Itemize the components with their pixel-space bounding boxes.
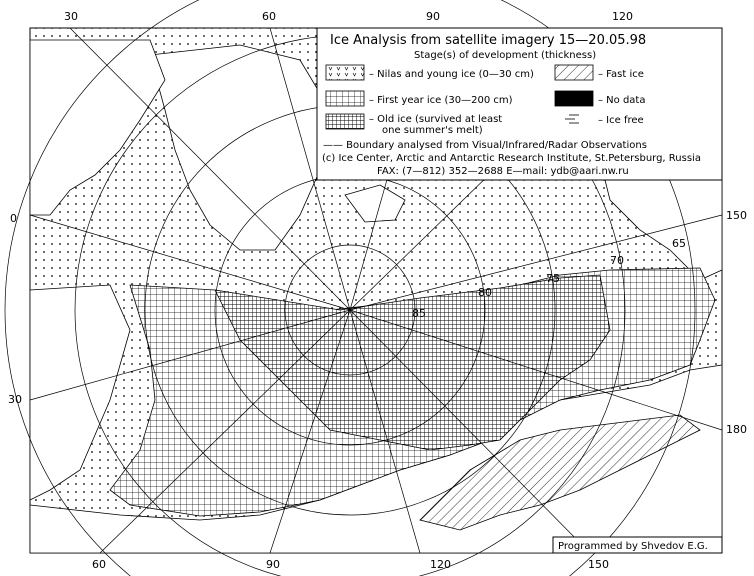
- legend-ice-free: – Ice free: [598, 115, 644, 126]
- credit-text: Programmed by Shvedov E.G.: [558, 541, 708, 552]
- lon-label-bottom-90: 90: [266, 558, 280, 571]
- lon-label-left-30: 30: [8, 393, 22, 406]
- legend-old-ice-2: one summer's melt): [382, 125, 483, 136]
- lon-label-left-0: 0: [10, 212, 17, 225]
- lon-label-bottom-150: 150: [588, 558, 609, 571]
- swatch-old-ice: [326, 114, 364, 129]
- swatch-first-year: [326, 91, 364, 106]
- lon-label-top-90: 90: [426, 10, 440, 23]
- lat-label-75: 75: [546, 272, 560, 285]
- swatch-no-data: [555, 91, 593, 106]
- legend-copyright: (c) Ice Center, Arctic and Antarctic Research Institute, St.Petersburg, Russia: [322, 153, 701, 164]
- legend-box: [317, 28, 722, 180]
- lon-label-bottom-120: 120: [430, 558, 451, 571]
- lat-label-70: 70: [610, 254, 624, 267]
- legend-fast-ice: – Fast ice: [598, 69, 644, 80]
- lon-label-top-120: 120: [612, 10, 633, 23]
- legend-no-data: – No data: [598, 95, 646, 106]
- legend-boundary: —— Boundary analysed from Visual/Infrared/Radar Observations: [323, 140, 647, 151]
- lon-label-top-60: 60: [262, 10, 276, 23]
- lon-label-top-30: 30: [64, 10, 78, 23]
- swatch-nilas: [326, 65, 364, 80]
- legend-title: Ice Analysis from satellite imagery 15—20.05.98: [330, 33, 647, 48]
- legend-nilas: – Nilas and young ice (0—30 cm): [369, 69, 534, 80]
- legend-subtitle: Stage(s) of development (thickness): [414, 50, 597, 61]
- lat-label-85: 85: [412, 307, 426, 320]
- lon-label-bottom-60: 60: [92, 558, 106, 571]
- lon-label-right-180: 180: [726, 423, 747, 436]
- lat-label-80: 80: [478, 286, 492, 299]
- legend-old-ice-1: – Old ice (survived at least: [369, 114, 503, 125]
- lon-label-right-150: 150: [726, 209, 747, 222]
- legend-first-year: – First year ice (30—200 cm): [369, 95, 513, 106]
- lat-label-65: 65: [672, 237, 686, 250]
- swatch-fast-ice: [555, 65, 593, 80]
- legend-contact: FAX: (7—812) 352—2688 E—mail: ydb@aari.nw.ru: [377, 166, 629, 177]
